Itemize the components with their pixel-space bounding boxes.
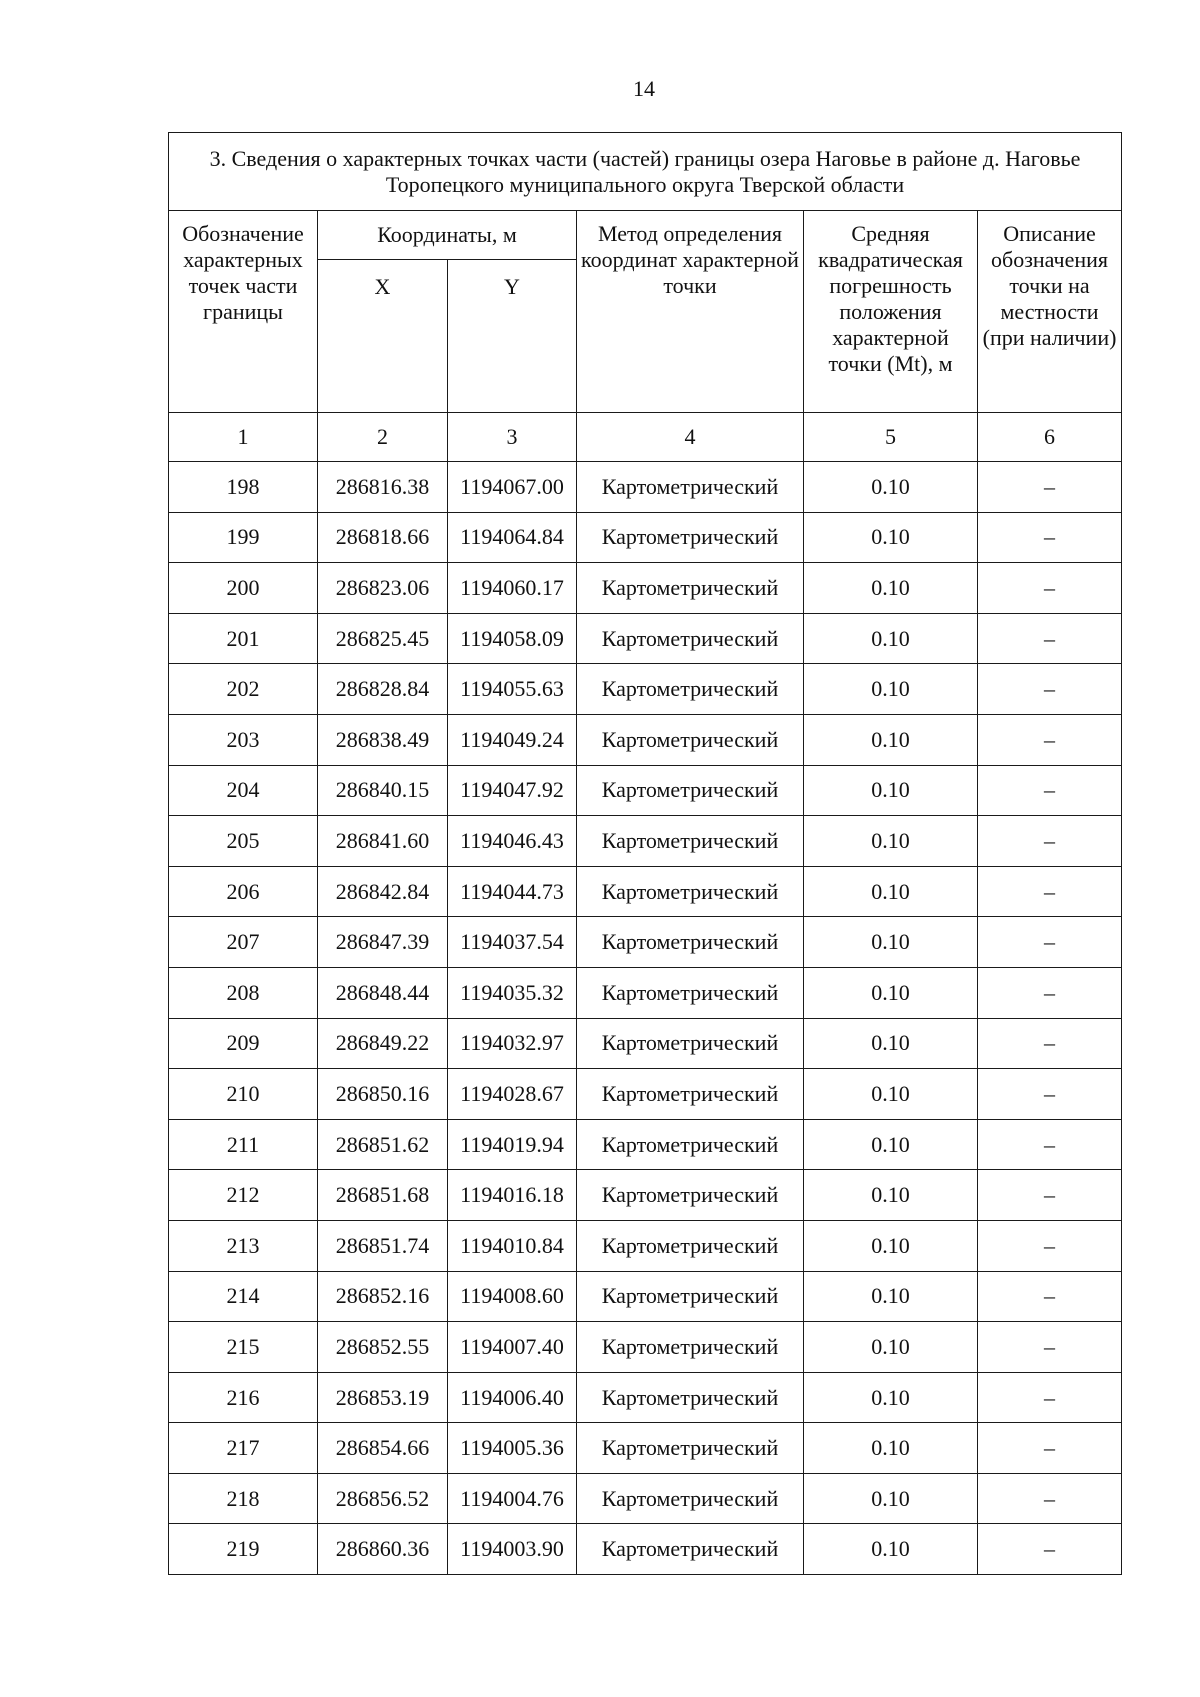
description-cell: – — [978, 1473, 1122, 1524]
point-cell: 211 — [169, 1119, 318, 1170]
table-row — [169, 1069, 1122, 1120]
method-cell: Картометрический — [577, 967, 804, 1018]
description-cell: – — [978, 917, 1122, 968]
y-coordinate-cell: 1194035.32 — [448, 967, 577, 1018]
point-cell: 207 — [169, 917, 318, 968]
description-cell: – — [978, 1170, 1122, 1221]
table-row — [169, 1524, 1122, 1575]
point-cell: 210 — [169, 1069, 318, 1120]
error-cell: 0.10 — [804, 1220, 978, 1271]
point-cell: 203 — [169, 714, 318, 765]
column-number: 3 — [448, 413, 577, 462]
header-description: Описание обозначения точки на местности (при наличии) — [978, 211, 1122, 413]
error-cell: 0.10 — [804, 714, 978, 765]
x-coordinate-cell: 286816.38 — [318, 462, 448, 513]
x-coordinate-cell: 286849.22 — [318, 1018, 448, 1069]
x-coordinate-cell: 286856.52 — [318, 1473, 448, 1524]
point-cell: 199 — [169, 512, 318, 563]
header-error: Средняя квадратическая погрешность положения характерной точки (Mt), м — [804, 211, 978, 413]
header-y: Y — [448, 260, 577, 413]
point-cell: 208 — [169, 967, 318, 1018]
x-coordinate-cell: 286852.55 — [318, 1322, 448, 1373]
point-cell: 206 — [169, 866, 318, 917]
method-cell: Картометрический — [577, 1018, 804, 1069]
point-cell: 204 — [169, 765, 318, 816]
point-cell: 217 — [169, 1423, 318, 1474]
description-cell: – — [978, 1271, 1122, 1322]
method-cell: Картометрический — [577, 512, 804, 563]
method-cell: Картометрический — [577, 866, 804, 917]
description-cell: – — [978, 1322, 1122, 1373]
error-cell: 0.10 — [804, 1018, 978, 1069]
table-row — [169, 1119, 1122, 1170]
y-coordinate-cell: 1194055.63 — [448, 664, 577, 715]
error-cell: 0.10 — [804, 917, 978, 968]
error-cell: 0.10 — [804, 613, 978, 664]
table-row — [169, 613, 1122, 664]
page-number: 14 — [633, 76, 655, 101]
x-coordinate-cell: 286841.60 — [318, 816, 448, 867]
table-title: 3. Сведения о характерных точках части (частей) границы озера Наговье в районе д. Наговье Торопецкого муниципального округа Тверской области — [169, 133, 1122, 211]
description-cell: – — [978, 1372, 1122, 1423]
table-body — [169, 462, 1122, 1575]
x-coordinate-cell: 286851.68 — [318, 1170, 448, 1221]
method-cell: Картометрический — [577, 1170, 804, 1221]
description-cell: – — [978, 1018, 1122, 1069]
method-cell: Картометрический — [577, 1473, 804, 1524]
table-row — [169, 866, 1122, 917]
y-coordinate-cell: 1194004.76 — [448, 1473, 577, 1524]
x-coordinate-cell: 286853.19 — [318, 1372, 448, 1423]
x-coordinate-cell: 286847.39 — [318, 917, 448, 968]
table-row — [169, 765, 1122, 816]
y-coordinate-cell: 1194044.73 — [448, 866, 577, 917]
error-cell: 0.10 — [804, 1119, 978, 1170]
y-coordinate-cell: 1194058.09 — [448, 613, 577, 664]
x-coordinate-cell: 286850.16 — [318, 1069, 448, 1120]
description-cell: – — [978, 563, 1122, 614]
header-method: Метод определения координат характерной точки — [577, 211, 804, 413]
error-cell: 0.10 — [804, 1372, 978, 1423]
y-coordinate-cell: 1194016.18 — [448, 1170, 577, 1221]
description-cell: – — [978, 613, 1122, 664]
table-row — [169, 664, 1122, 715]
x-coordinate-cell: 286818.66 — [318, 512, 448, 563]
method-cell: Картометрический — [577, 917, 804, 968]
error-cell: 0.10 — [804, 765, 978, 816]
point-cell: 202 — [169, 664, 318, 715]
y-coordinate-cell: 1194060.17 — [448, 563, 577, 614]
y-coordinate-cell: 1194064.84 — [448, 512, 577, 563]
table-row — [169, 1170, 1122, 1221]
y-coordinate-cell: 1194049.24 — [448, 714, 577, 765]
method-cell: Картометрический — [577, 563, 804, 614]
x-coordinate-cell: 286851.62 — [318, 1119, 448, 1170]
column-number: 4 — [577, 413, 804, 462]
error-cell: 0.10 — [804, 866, 978, 917]
method-cell: Картометрический — [577, 1423, 804, 1474]
error-cell: 0.10 — [804, 563, 978, 614]
y-coordinate-cell: 1194007.40 — [448, 1322, 577, 1373]
x-coordinate-cell: 286825.45 — [318, 613, 448, 664]
x-coordinate-cell: 286851.74 — [318, 1220, 448, 1271]
point-cell: 218 — [169, 1473, 318, 1524]
error-cell: 0.10 — [804, 816, 978, 867]
y-coordinate-cell: 1194008.60 — [448, 1271, 577, 1322]
y-coordinate-cell: 1194006.40 — [448, 1372, 577, 1423]
point-cell: 200 — [169, 563, 318, 614]
x-coordinate-cell: 286848.44 — [318, 967, 448, 1018]
y-coordinate-cell: 1194046.43 — [448, 816, 577, 867]
x-coordinate-cell: 286828.84 — [318, 664, 448, 715]
point-cell: 198 — [169, 462, 318, 513]
method-cell: Картометрический — [577, 462, 804, 513]
point-cell: 205 — [169, 816, 318, 867]
error-cell: 0.10 — [804, 462, 978, 513]
point-cell: 215 — [169, 1322, 318, 1373]
x-coordinate-cell: 286840.15 — [318, 765, 448, 816]
y-coordinate-cell: 1194019.94 — [448, 1119, 577, 1170]
table-row — [169, 1372, 1122, 1423]
method-cell: Картометрический — [577, 714, 804, 765]
column-number: 5 — [804, 413, 978, 462]
x-coordinate-cell: 286838.49 — [318, 714, 448, 765]
description-cell: – — [978, 1119, 1122, 1170]
error-cell: 0.10 — [804, 1271, 978, 1322]
error-cell: 0.10 — [804, 1322, 978, 1373]
description-cell: – — [978, 714, 1122, 765]
point-cell: 213 — [169, 1220, 318, 1271]
description-cell: – — [978, 1220, 1122, 1271]
description-cell: – — [978, 1524, 1122, 1575]
table-row — [169, 1271, 1122, 1322]
error-cell: 0.10 — [804, 1069, 978, 1120]
error-cell: 0.10 — [804, 1473, 978, 1524]
method-cell: Картометрический — [577, 1119, 804, 1170]
x-coordinate-cell: 286852.16 — [318, 1271, 448, 1322]
point-cell: 216 — [169, 1372, 318, 1423]
description-cell: – — [978, 1423, 1122, 1474]
table-row — [169, 462, 1122, 513]
boundary-points-table — [168, 132, 1122, 1575]
description-cell: – — [978, 1069, 1122, 1120]
table-row — [169, 917, 1122, 968]
error-cell: 0.10 — [804, 967, 978, 1018]
y-coordinate-cell: 1194047.92 — [448, 765, 577, 816]
table-row — [169, 1018, 1122, 1069]
y-coordinate-cell: 1194067.00 — [448, 462, 577, 513]
description-cell: – — [978, 765, 1122, 816]
description-cell: – — [978, 512, 1122, 563]
table-row — [169, 1220, 1122, 1271]
point-cell: 219 — [169, 1524, 318, 1575]
x-coordinate-cell: 286842.84 — [318, 866, 448, 917]
method-cell: Картометрический — [577, 1271, 804, 1322]
table-row — [169, 714, 1122, 765]
error-cell: 0.10 — [804, 664, 978, 715]
method-cell: Картометрический — [577, 1220, 804, 1271]
x-coordinate-cell: 286854.66 — [318, 1423, 448, 1474]
description-cell: – — [978, 816, 1122, 867]
point-cell: 214 — [169, 1271, 318, 1322]
method-cell: Картометрический — [577, 1524, 804, 1575]
method-cell: Картометрический — [577, 816, 804, 867]
x-coordinate-cell: 286860.36 — [318, 1524, 448, 1575]
error-cell: 0.10 — [804, 512, 978, 563]
table-row — [169, 512, 1122, 563]
table-row — [169, 967, 1122, 1018]
column-number: 1 — [169, 413, 318, 462]
table-row — [169, 563, 1122, 614]
description-cell: – — [978, 866, 1122, 917]
header-point: Обозначение характерных точек части границы — [169, 211, 318, 413]
table-row — [169, 1473, 1122, 1524]
description-cell: – — [978, 664, 1122, 715]
method-cell: Картометрический — [577, 1372, 804, 1423]
error-cell: 0.10 — [804, 1524, 978, 1575]
method-cell: Картометрический — [577, 1322, 804, 1373]
y-coordinate-cell: 1194005.36 — [448, 1423, 577, 1474]
table-row — [169, 1322, 1122, 1373]
error-cell: 0.10 — [804, 1170, 978, 1221]
method-cell: Картометрический — [577, 1069, 804, 1120]
description-cell: – — [978, 967, 1122, 1018]
header-coordinates: Координаты, м — [318, 211, 577, 260]
column-number: 6 — [978, 413, 1122, 462]
method-cell: Картометрический — [577, 613, 804, 664]
method-cell: Картометрический — [577, 765, 804, 816]
header-x: X — [318, 260, 448, 413]
column-number: 2 — [318, 413, 448, 462]
point-cell: 201 — [169, 613, 318, 664]
y-coordinate-cell: 1194032.97 — [448, 1018, 577, 1069]
y-coordinate-cell: 1194037.54 — [448, 917, 577, 968]
y-coordinate-cell: 1194010.84 — [448, 1220, 577, 1271]
x-coordinate-cell: 286823.06 — [318, 563, 448, 614]
description-cell: – — [978, 462, 1122, 513]
method-cell: Картометрический — [577, 664, 804, 715]
y-coordinate-cell: 1194028.67 — [448, 1069, 577, 1120]
table-row — [169, 1423, 1122, 1474]
error-cell: 0.10 — [804, 1423, 978, 1474]
point-cell: 212 — [169, 1170, 318, 1221]
column-number-row — [169, 413, 1122, 462]
point-cell: 209 — [169, 1018, 318, 1069]
table-row — [169, 816, 1122, 867]
y-coordinate-cell: 1194003.90 — [448, 1524, 577, 1575]
